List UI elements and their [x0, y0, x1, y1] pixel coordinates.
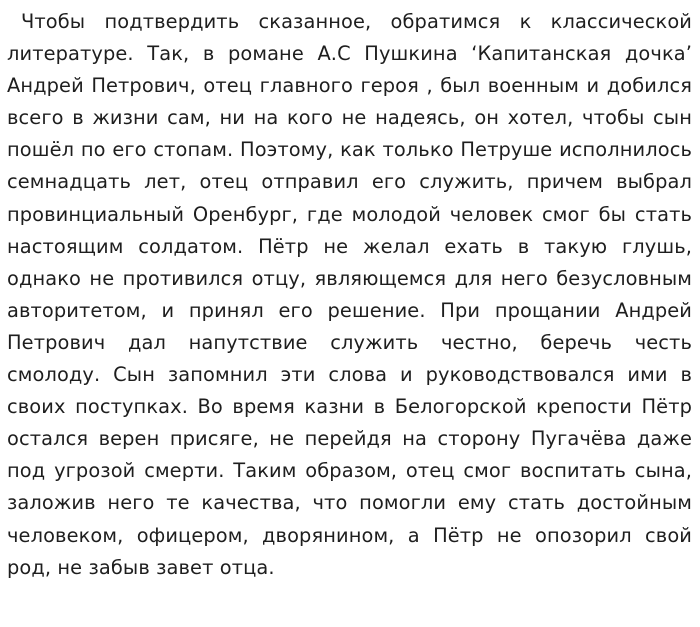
essay-paragraph: Чтобы подтвердить сказанное, обратимся к классической литературе. Так, в романе А.С Пушкина ‘Капитанская дочка’ Андрей Петрович, отец главного героя , был военным и добился всего в жизни сам, ни на кого не надеясь, он хотел, чтобы сын пошёл по его стопам. Поэтому, как только Петруше исполнилось семнадцать лет, отец отправил его служить, причем выбрал провинциальный Оренбург, где молодой человек смог бы стать настоящим солдатом. Пётр не желал ехать в такую глушь, однако не противился отцу, являющемся для него безусловным авторитетом, и принял его решение. При прощании Андрей Петрович дал напутствие служить честно, беречь честь смолоду. Сын запомнил эти слова и руководствовался ими в своих поступках. Во время казни в Белогорской крепости Пётр остался верен присяге, не перейдя на сторону Пугачёва даже под угрозой смерти. Таким образом, отец смог воспитать сына, заложив него те качества, что помогли ему стать достойным человеком, офицером, дворянином, а Пётр не опозорил свой род, не забыв завет отца.: [7, 10, 692, 579]
